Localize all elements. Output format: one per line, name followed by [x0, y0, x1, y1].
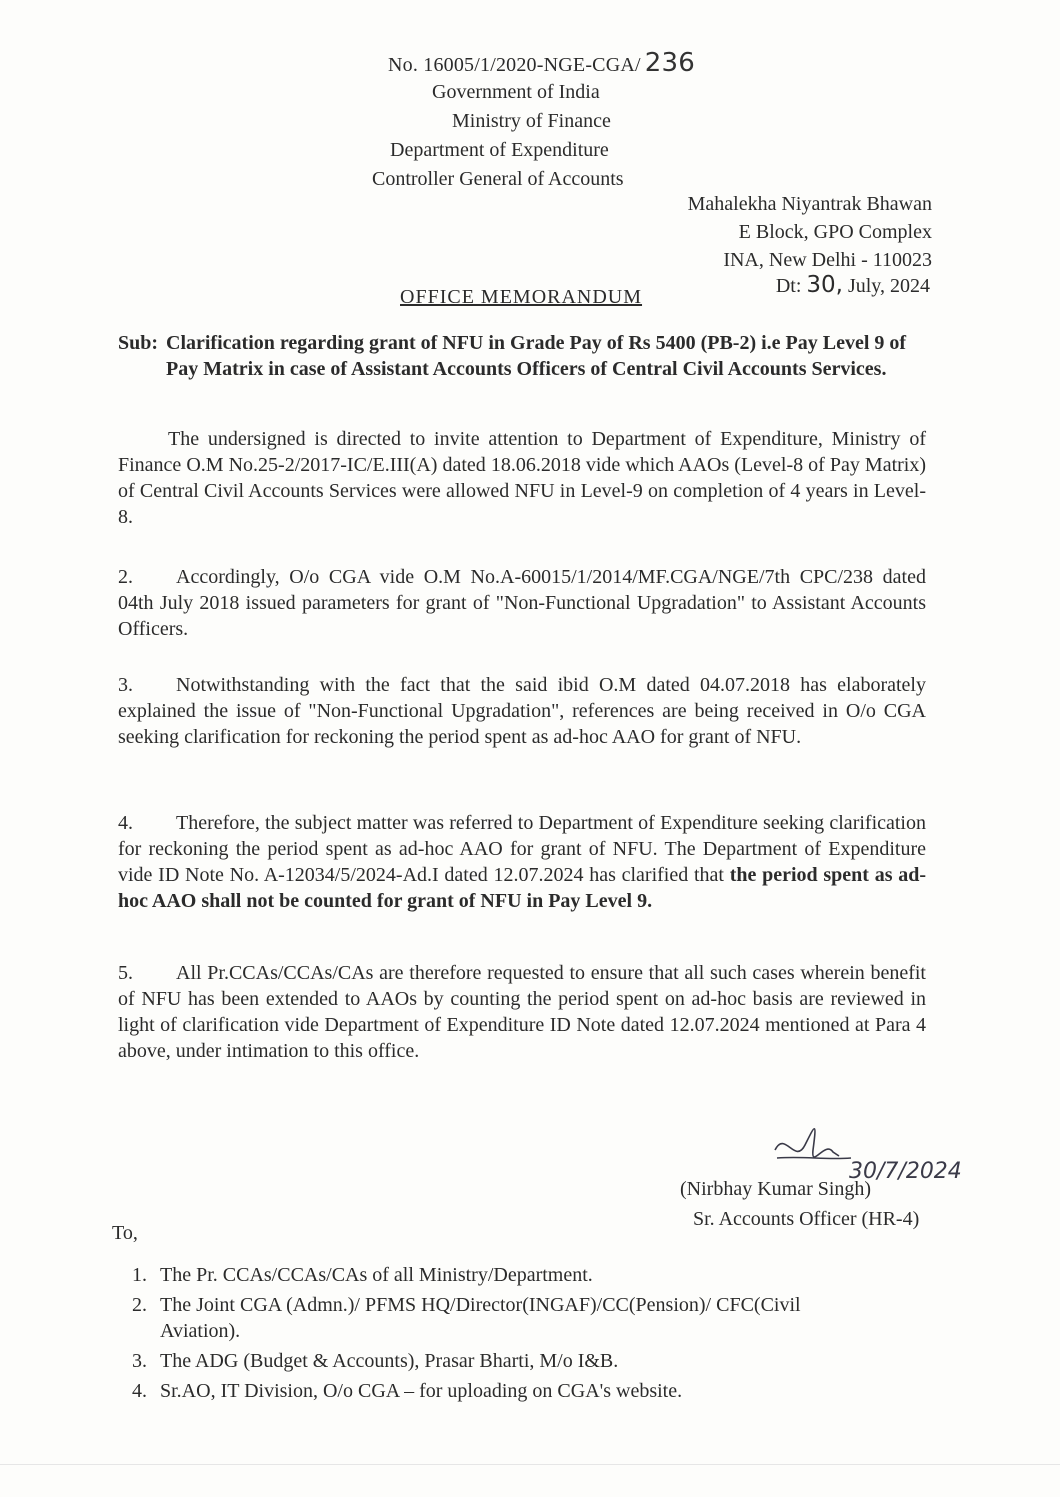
header-government: Government of India — [432, 81, 600, 103]
paragraph-3 — [118, 672, 926, 750]
list-item: 4. Sr.AO, IT Division, O/o CGA – for uploading on CGA's website. — [132, 1380, 683, 1402]
date-day-handwritten: 30, — [806, 272, 843, 298]
paragraph-3-text: Notwithstanding with the fact that the said ibid O.M dated 04.07.2018 has elaborately explained the issue of "Non-Functional Upgradation", references are being received in O/o CGA seeking clarification for reckoning the period spent as ad-hoc AAO for grant of NFU. — [118, 674, 926, 748]
paragraph-1: The undersigned is directed to invite attention to Department of Expenditure, Ministry of Finance O.M No.25-2/2017-IC/E.III(A) dated 18.06.2018 vide which AAOs (Level-8 of Pay Matrix) of Central Civil Accounts Services were allowed NFU in Level-9 on completion of 4 years in Level-8. — [118, 428, 926, 528]
paragraph-2-text: Accordingly, O/o CGA vide O.M No.A-60015/1/2014/MF.CGA/NGE/7th CPC/238 dated 04th July 2018 issued parameters for grant of "Non-Functional Upgradation" to Assistant Accounts Officers. — [118, 566, 926, 640]
reference-number — [388, 48, 750, 78]
header-department: Department of Expenditure — [390, 139, 609, 161]
paragraph-5-text: All Pr.CCAs/CCAs/CAs are therefore requested to ensure that all such cases wherein benefit of NFU has been extended to AAOs by counting the period spent on ad-hoc basis are reviewed in light of clarification vide Department of Expenditure ID Note dated 12.07.2024 mentioned at Para 4 above, under intimation to this office. — [118, 962, 926, 1062]
list-item: 2. The Joint CGA (Admn.)/ PFMS HQ/Director(INGAF)/CC(Pension)/ CFC(Civil Aviation). — [132, 1294, 801, 1342]
signatory-name: (Nirbhay Kumar Singh) — [680, 1178, 872, 1200]
address-line-1: Mahalekha Niyantrak Bhawan — [687, 193, 932, 215]
paragraph-4-text: Therefore, the subject matter was referred to Department of Expenditure seeking clarification for reckoning the period spent as ad-hoc AAO for grant of NFU. The Department of Expenditure vide ID Note No. A-12034/5/2024-Ad.I dated 12.07.2024 has clarified that — [118, 812, 926, 886]
header-ministry: Ministry of Finance — [452, 110, 611, 132]
paragraph-2 — [118, 564, 926, 642]
signature-handwritten-date: 30/7/2024 — [849, 1159, 962, 1184]
scan-edge-divider — [0, 1464, 1060, 1465]
memo-date — [776, 272, 930, 298]
paragraph-5-number: 5. — [118, 962, 133, 984]
subject-label: Sub: — [118, 332, 159, 354]
list-item: 3. The ADG (Budget & Accounts), Prasar Bharti, M/o I&B. — [132, 1350, 619, 1372]
signatory-designation: Sr. Accounts Officer (HR-4) — [693, 1208, 920, 1230]
paragraph-4 — [118, 810, 926, 914]
header-office: Controller General of Accounts — [372, 168, 624, 190]
letterhead — [370, 48, 750, 194]
memo-title: OFFICE MEMORANDUM — [400, 286, 643, 308]
reference-number-text: No. 16005/1/2020-NGE-CGA/ — [388, 54, 641, 76]
paragraph-5 — [118, 960, 926, 1064]
paragraph-3-number: 3. — [118, 674, 133, 696]
to-label: To, — [112, 1222, 138, 1244]
paragraph-4-bold-text: the period spent as ad-hoc AAO shall not be counted for grant of NFU in Pay Level 9. — [118, 864, 926, 912]
date-month-year: July, 2024 — [847, 275, 930, 297]
subject-block — [118, 330, 926, 382]
date-prefix: Dt: — [775, 275, 802, 297]
recipient-list — [132, 1262, 832, 1408]
address-line-3: INA, New Delhi - 110023 — [723, 249, 932, 271]
subject-text: Clarification regarding grant of NFU in Grade Pay of Rs 5400 (PB-2) i.e Pay Level 9 of Pay Matrix in case of Assistant Accounts Officers of Central Civil Accounts Services. — [166, 332, 907, 380]
list-item: 1. The Pr. CCAs/CCAs/CAs of all Ministry/Department. — [132, 1264, 593, 1286]
reference-handwritten-number: 236 — [644, 48, 695, 78]
paragraph-2-number: 2. — [118, 566, 133, 588]
paragraph-4-number: 4. — [118, 812, 133, 834]
office-address — [688, 190, 932, 274]
address-line-2: E Block, GPO Complex — [738, 221, 932, 243]
